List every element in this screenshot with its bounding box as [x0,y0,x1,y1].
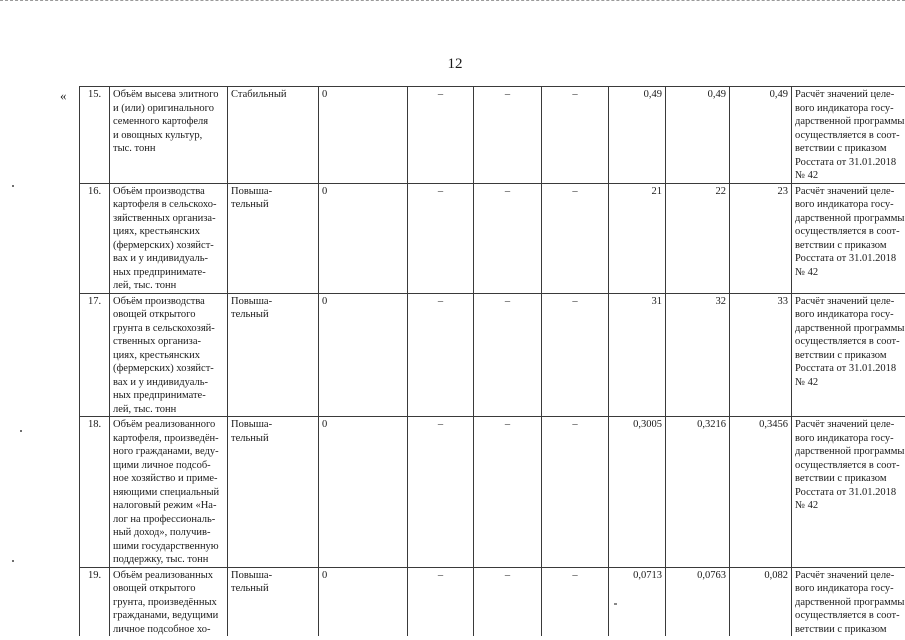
dash-value: – [542,567,609,636]
dash-value: – [542,87,609,184]
row-number: 18. [80,417,110,568]
target-value: 0,0713 [609,567,666,636]
scan-top-edge [0,0,905,4]
target-value: 0,3456 [730,417,792,568]
indicator-name: Объём реализованных овощей открытого грунта, произведённых гражданами, ведущими личное подсобное хо- [110,567,228,636]
target-value: 21 [609,183,666,293]
dash-value: – [474,417,542,568]
target-value: 32 [666,293,730,417]
dash-value: – [474,87,542,184]
base-value: 0 [319,183,408,293]
table-row [80,293,905,417]
base-value: 0 [319,87,408,184]
target-value: 0,3216 [666,417,730,568]
table-row [80,567,905,636]
dash-value: – [474,293,542,417]
calculation-note: Расчёт значений целе- вого индикатора госу- дарственной программы осуществляется в соот- ветствии с приказом Росстата от 31.01.2018 № 42 [792,183,905,293]
dash-value: – [474,567,542,636]
dash-value: – [408,87,474,184]
base-value: 0 [319,567,408,636]
indicator-type: Повыша- тельный [228,567,319,636]
row-number: 17. [80,293,110,417]
table-row [80,87,905,184]
scan-speck [12,185,14,187]
dash-value: – [542,183,609,293]
indicator-type: Стабильный [228,87,319,184]
indicator-type: Повыша- тельный [228,293,319,417]
indicator-type: Повыша- тельный [228,183,319,293]
calculation-note: Расчёт значений целе- вого индикатора госу- дарственной программы осуществляется в соот- ветствии с приказом Росстата от 31.01.2018 № 42 [792,417,905,568]
dash-value: – [474,183,542,293]
table-row [80,417,905,568]
indicator-name: Объём высева элитного и (или) оригинального семенного картофеля и овощных культур, тыс. тонн [110,87,228,184]
base-value: 0 [319,293,408,417]
dash-value: – [408,567,474,636]
dash-value: – [408,417,474,568]
calculation-note: Расчёт значений целе- вого индикатора госу- дарственной программы осуществляется в соот- ветствии с приказом Росстата от 31.01.2018 № 42 [792,293,905,417]
target-value: 0,082 [730,567,792,636]
target-value: 0,3005 [609,417,666,568]
target-value: 0,0763 [666,567,730,636]
row-number: 15. [80,87,110,184]
dash-value: – [408,293,474,417]
row-number: 16. [80,183,110,293]
row-number: 19. [80,567,110,636]
target-value: 31 [609,293,666,417]
target-value: 33 [730,293,792,417]
table-row [80,183,905,293]
dash-value: – [542,417,609,568]
indicators-table [79,86,905,636]
target-value: 23 [730,183,792,293]
target-value: 0,49 [666,87,730,184]
base-value: 0 [319,417,408,568]
calculation-note: Расчёт значений целе- вого индикатора госу- дарственной программы осуществляется в соот- ветствии с приказом Росстата от 31.01.2018 № 42 [792,87,905,184]
scan-speck [12,560,14,562]
dash-value: – [408,183,474,293]
target-value: 0,49 [609,87,666,184]
target-value: 22 [666,183,730,293]
page-number: 12 [447,56,463,72]
scan-speck [20,430,22,432]
indicator-name: Объём производства картофеля в сельскохо- зяйственных организа- циях, крестьянских (фермерских) хозяйст- вах и у индивидуаль- ных предпринимате- лей, тыс. тонн [110,183,228,293]
target-value: 0,49 [730,87,792,184]
dash-value: – [542,293,609,417]
calculation-note: Расчёт значений целе- вого индикатора госу- дарственной программы осуществляется в соот- ветствии с приказом [792,567,905,636]
opening-quote-mark: « [60,88,67,103]
indicator-type: Повыша- тельный [228,417,319,568]
indicator-name: Объём производства овощей открытого грунта в сельскохозяй- ственных организа- циях, крестьянских (фермерских) хозяйст- вах и у индивидуаль- ных предпринимате- лей, тыс. тонн [110,293,228,417]
indicator-name: Объём реализованного картофеля, произведён- ного гражданами, веду- щими личное подсоб- ное хозяйство и приме- няющими специальный налоговый режим «На- лог на профессиональ- ный доход», получив- шими государственную поддержку, тыс. тонн [110,417,228,568]
